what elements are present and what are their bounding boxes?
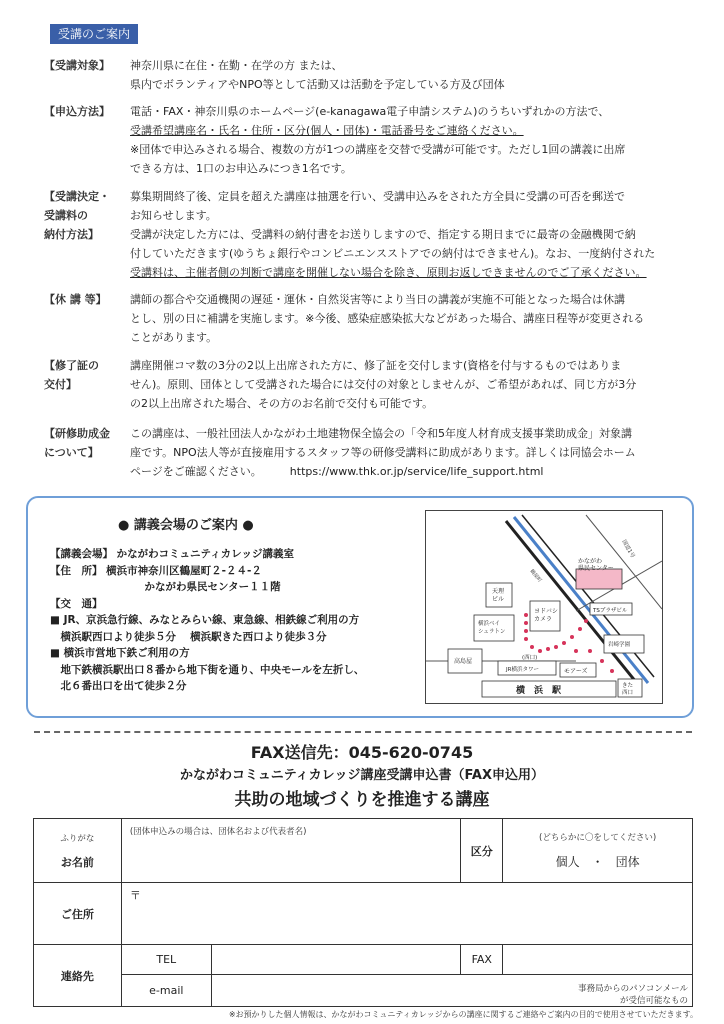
cut-line (34, 731, 692, 733)
row-line: この講座は、一般社団法人かながわ土地建物保全協会の「令和5年度人材育成支援事業助成金」対象講 (130, 427, 632, 440)
row-line: 座です。NPO法人等が直接雇用するスタッフ等の研修受講料に助成があります。詳しくは同協会ホーム (130, 446, 636, 459)
row-line: 募集期間終了後、定員を超えた講座は抽選を行い、受講申込みをされた方全員に受講の可否を郵送で (130, 190, 625, 203)
venue-line: ■ 横浜市営地下鉄ご利用の方 (50, 647, 190, 659)
tel-label: TEL (121, 945, 211, 975)
venue-line: 横浜駅西口より徒歩５分 横浜駅きた西口より徒歩３分 (50, 630, 327, 643)
row-line: ことがあります。 (130, 331, 218, 344)
address-label: ご住所 (34, 883, 122, 945)
category-options: 個人 ・ 団体 (555, 855, 640, 869)
row-label: 納付方法】 (44, 228, 99, 241)
row-label: 【受講対象】 (44, 59, 110, 72)
form-title: かながわコミュニティカレッジ講座受講申込書（FAX申込用） (179, 768, 545, 783)
furigana-label: ふりがな (60, 833, 95, 844)
row-line: 県内でボランティアやNPO等として活動又は活動を予定している方及び団体 (130, 78, 505, 91)
category-hint: (どちらかに〇をしてください) (539, 833, 657, 843)
fax-label: FAX (461, 945, 503, 975)
row-label: 【研修助成金 (44, 427, 110, 440)
row-line: 付していただきます(ゆうちょ銀行やコンビニエンスストアでの納付はできません)。なお、一度納付された (130, 247, 656, 260)
map-label: 西口 (622, 690, 634, 696)
map-label: (西口) (522, 655, 538, 661)
map-label: かながわ (578, 558, 603, 565)
venue-line: かながわ県民センター１１階 (50, 581, 281, 593)
email-label: e-mail (121, 975, 211, 1007)
venue-line: 【住 所】 横浜市神奈川区鶴屋町２-２４-２ (50, 564, 262, 577)
venue-line: ■ JR、京浜急行線、みなとみらい線、東急線、相鉄線ご利用の方 (50, 614, 360, 626)
category-label: 区分 (461, 819, 503, 883)
name-label: お名前 (60, 855, 94, 869)
name-label-cell (34, 819, 122, 883)
map-label: 国道1号 (620, 539, 636, 560)
category-select[interactable] (503, 819, 693, 883)
row-line: ページをご確認ください。 (130, 465, 262, 478)
map-label: TSプラザビル (593, 608, 628, 614)
map-label: きた (622, 683, 634, 689)
map-label: 横 浜 駅 (516, 686, 562, 696)
map-label: JR横浜タワー (506, 667, 539, 673)
tel-input[interactable] (211, 945, 461, 975)
row-line: できる方は、1口のお申込みにつき1名です。 (130, 162, 352, 175)
row-line: せん)。原則、団体として受講された場合には交付の対象としませんが、ご希望があれば、同じ方が3分 (130, 378, 637, 391)
venue-details (50, 546, 364, 695)
address-input[interactable] (121, 883, 692, 945)
row-line: 受講料は、主催者側の判断で講座を開催しない場合を除き、原則お返しできませんのでご了承ください。 (130, 266, 647, 279)
row-label: 【休 講 等】 (44, 293, 107, 306)
row-label: 受講料の (44, 209, 88, 222)
row-label: 【受講決定・ (44, 190, 110, 203)
fax-destination: FAX送信先：045-620-0745 (250, 743, 474, 762)
row-line: ※団体で申込みされる場合、複数の方が1つの講座を交替で受講が可能です。ただし1回の講義に出席 (130, 143, 626, 156)
name-hint: (団体申込みの場合は、団体名および代表者名) (129, 827, 307, 837)
application-form (33, 818, 693, 1007)
venue-title: ● 講義会場のご案内 ● (118, 518, 254, 533)
map-label: 岩崎学園 (608, 642, 631, 648)
venue-map (425, 510, 663, 704)
map-label: 鶴屋町 (528, 568, 543, 584)
privacy-footnote: ※お預かりした個人情報は、かながわコミュニティカレッジからの講座に関するご連絡やご案内の目的で使用させていただきます。 (228, 1010, 698, 1019)
row-line: 講師の都合や交通機関の遅延・運休・自然災害等により当日の講義が実施不可能となった場合は休講 (130, 293, 625, 306)
map-label: 天理 (492, 588, 505, 595)
email-note: が受信可能なもの (619, 996, 688, 1006)
name-input[interactable] (121, 819, 460, 883)
row-line: の2以上出席された場合、その方のお名前で交付も可能です。 (130, 397, 434, 410)
row-label: 【申込方法】 (44, 105, 110, 118)
email-note: 事務局からのパソコンメール (578, 984, 688, 994)
row-line: 神奈川県に在住・在勤・在学の方 または、 (130, 59, 343, 72)
venue-line: 【講義会場】 かながわコミュニティカレッジ講義室 (50, 548, 294, 560)
section-title: 受講のご案内 (50, 24, 138, 44)
row-label: 【修了証の (44, 359, 99, 372)
map-label: 高島屋 (454, 658, 473, 665)
email-input[interactable] (211, 975, 692, 1007)
form-subtitle: 共助の地域づくりを推進する講座 (234, 790, 490, 810)
venue-line: 北６番出口を出て徒歩２分 (50, 680, 187, 692)
fax-input[interactable] (503, 945, 693, 975)
postal-mark: 〒 (129, 889, 141, 902)
row-line: 電話・FAX・神奈川県のホームページ(e-kanagawa電子申請システム)のうちいずれかの方法で、 (130, 105, 610, 118)
row-line: 講座開催コマ数の3分の2以上出席された方に、修了証を交付します(資格を付与するものではありま (130, 359, 622, 372)
map-label: シェラトン (478, 629, 506, 635)
map-label: カメラ (534, 616, 553, 623)
row-line: 受講が決定した方には、受講料の納付書をお送りしますので、指定する期日までに最寄の金融機関で納 (130, 228, 636, 241)
row-line: 受講希望講座名・氏名・住所・区分(個人・団体)・電話番号をご連絡ください。 (130, 124, 524, 137)
map-label: ヨドバシ (534, 608, 558, 615)
row-line: お知らせします。 (130, 209, 217, 222)
row-line: とし、別の日に補講を実施します。※今後、感染症感染拡大などがあった場合、講座日程等が変更される (130, 312, 645, 325)
row-label: について】 (44, 446, 99, 459)
map-label: モアーズ (564, 668, 588, 675)
venue-line: 【交 通】 (50, 597, 103, 610)
contact-label: 連絡先 (34, 945, 122, 1007)
row-label: 交付】 (44, 378, 77, 391)
venue-line: 地下鉄横浜駅出口８番から地下街を通り、中央モールを左折し、 (50, 663, 365, 676)
subsidy-url-link[interactable]: https://www.thk.or.jp/service/life_support.html (289, 465, 544, 478)
center-building-icon (576, 569, 622, 589)
map-label: ビル (492, 596, 505, 603)
map-label: 横浜ベイ (478, 621, 501, 627)
map-label: 県民センター (578, 565, 614, 572)
